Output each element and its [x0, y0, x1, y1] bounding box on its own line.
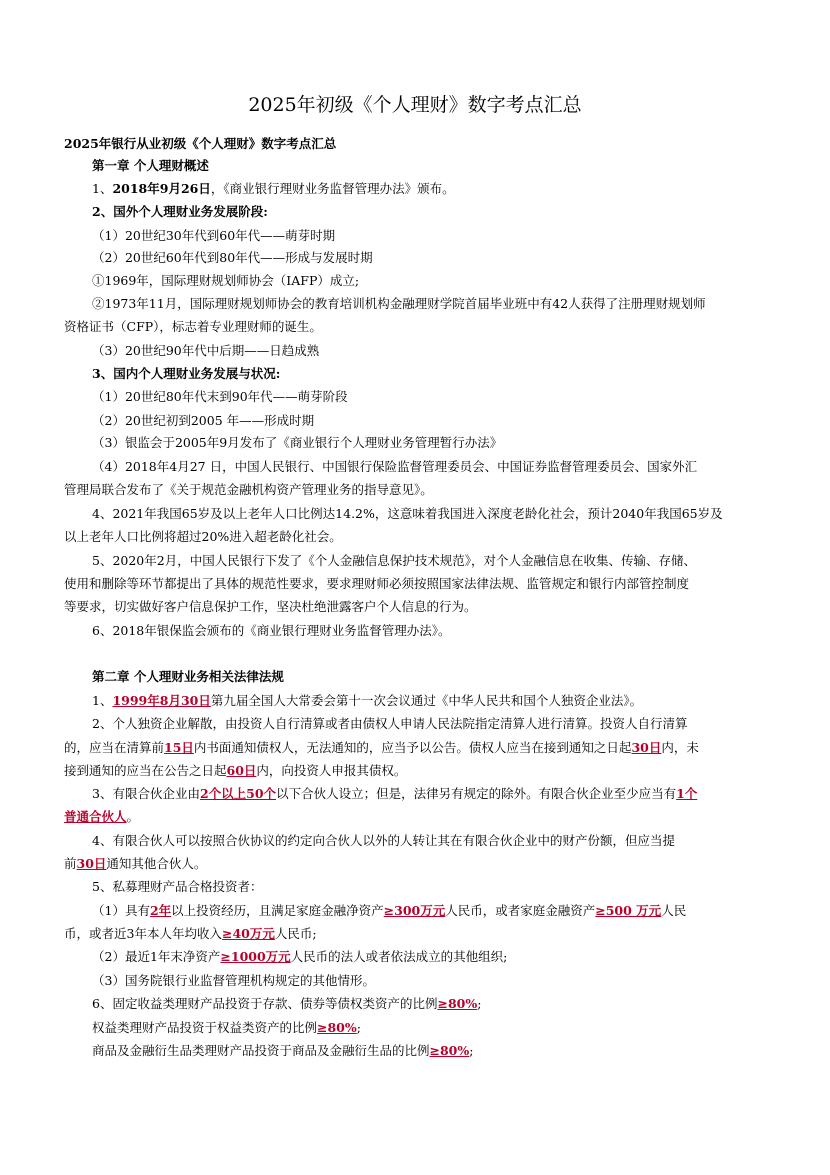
text-line [92, 715, 687, 733]
text-line [64, 739, 699, 757]
text-segment: ; [356, 1020, 361, 1035]
text-segment: 以上投资经历，且满足家庭金融净资产 [171, 903, 384, 918]
text-segment: 3、有限合伙企业由 [92, 786, 200, 801]
text-segment: 通知其他合伙人。 [106, 856, 207, 871]
text-segment: （1）具有 [92, 903, 150, 918]
highlighted-figure: 2个以上50个 [199, 786, 277, 801]
text-line [64, 808, 139, 826]
text-line [92, 878, 262, 896]
text-segment: 币，或者近3年本人年均收入 [64, 926, 222, 941]
text-segment: 5、2020年2月，中国人民银行下发了《个人金融信息保护技术规范》，对个人金融信息在收集、传输、存储、 [92, 553, 696, 568]
text-segment: （1）20世纪30年代到60年代——萌芽时期 [92, 228, 336, 243]
text-line [64, 925, 317, 943]
text-line [64, 318, 322, 336]
text-segment: 1、 [92, 181, 113, 196]
text-segment: 资格证书（CFP），标志着专业理财师的诞生。 [64, 319, 322, 334]
document-title: 2025年初级《个人理财》数字考点汇总 [248, 94, 582, 116]
text-line [64, 481, 433, 499]
text-segment: 接到通知的应当在公告之日起 [64, 763, 227, 778]
text-segment: 商品及金融衍生品类理财产品投资于商品及金融衍生品的比例 [92, 1043, 430, 1058]
text-segment: 前 [64, 856, 77, 871]
text-line [92, 412, 314, 430]
text-line [64, 762, 406, 780]
text-line [92, 157, 209, 175]
text-segment: 使用和删除等环节都提出了具体的规范性要求，要求理财师必须按照国家法律法规、监管规定和银行内部管控制度 [64, 576, 690, 591]
text-segment: （3）国务院银行业监督管理机构规定的其他情形。 [92, 973, 375, 988]
highlighted-figure: 60日 [226, 763, 257, 778]
text-line [92, 948, 507, 966]
text-line [92, 552, 696, 570]
text-line [92, 249, 373, 267]
text-line [92, 995, 481, 1013]
text-segment: 以下合伙人设立；但是，法律另有规定的除外。有限合伙企业至少应当有 [276, 786, 677, 801]
text-segment: （4）2018年4月27 日，中国人民银行、中国银行保险监督管理委员会、中国证券监督管理委员会、国家外汇 [92, 459, 698, 474]
text-segment: 人民币，或者家庭金融资产 [445, 903, 596, 918]
text-line [92, 388, 348, 406]
highlighted-figure: ≥80% [437, 996, 478, 1011]
text-line [64, 528, 342, 546]
text-line [92, 668, 284, 686]
highlighted-figure: ≥1000万元 [220, 949, 291, 964]
text-segment: 人民 [661, 903, 687, 918]
text-segment: 6、2018年银保监会颁布的《商业银行理财业务监督管理办法》。 [92, 623, 451, 638]
text-segment: 4、有限合伙人可以按照合伙协议的约定向合伙人以外的人转让其在有限合伙企业中的财产份额，但应当提 [92, 833, 675, 848]
text-line [92, 458, 697, 476]
highlighted-figure: ≥80% [317, 1020, 357, 1035]
text-segment: ; [469, 1043, 474, 1058]
text-line [64, 135, 336, 153]
highlighted-figure: 2年 [149, 903, 172, 918]
text-segment: 6、固定收益类理财产品投资于存款、债券等债权类资产的比例 [92, 996, 438, 1011]
text-segment: （3）20世纪90年代中后期——日趋成熟 [92, 343, 320, 358]
text-line [92, 295, 706, 313]
text-segment: 2018年9月26日 [112, 181, 211, 196]
text-line [92, 692, 642, 710]
text-segment: ，《商业银行理财业务监督管理办法》颁布。 [210, 181, 455, 196]
text-line [64, 598, 477, 616]
text-segment: 内，向投资人申报其债权。 [256, 763, 407, 778]
text-segment: （2）最近1年末净资产 [92, 949, 221, 964]
text-segment: 内，未 [661, 740, 699, 755]
highlighted-figure: ≥40万元 [221, 926, 275, 941]
text-line [92, 342, 319, 360]
highlighted-figure: 30日 [76, 856, 107, 871]
text-segment: 第一章 个人理财概述 [92, 158, 209, 173]
text-segment: ; [477, 996, 482, 1011]
highlighted-figure: 15日 [164, 740, 194, 755]
text-line [92, 505, 723, 523]
text-line [92, 785, 697, 803]
text-line [64, 855, 206, 873]
text-segment: 2、国外个人理财业务发展阶段: [92, 204, 268, 219]
text-segment: 以上老年人口比例将超过20%进入超老龄化社会。 [64, 529, 342, 544]
text-line [92, 365, 280, 383]
text-line [64, 575, 689, 593]
highlighted-figure: 30日 [631, 740, 662, 755]
text-segment: 等要求，切实做好客户信息保护工作，坚决杜绝泄露客户个人信息的行为。 [64, 599, 477, 614]
text-segment: 第二章 个人理财业务相关法律法规 [92, 669, 284, 684]
text-segment: 内书面通知债权人，无法通知的，应当予以公告。债权人应当在接到通知之日起 [193, 740, 632, 755]
text-line [92, 1019, 361, 1037]
text-segment: 5、私募理财产品合格投资者： [92, 879, 263, 894]
text-segment: （2）20世纪初到2005 年——形成时期 [92, 413, 315, 428]
text-segment: ②1973年11月，国际理财规划师协会的教育培训机构金融理财学院首届毕业班中有42人获得了注册理财规划师 [92, 296, 706, 311]
text-segment: 人民币; [274, 926, 317, 941]
text-segment: 管理局联合发布了《关于规范金融机构资产管理业务的指导意见》。 [64, 482, 433, 497]
text-segment: （1）20世纪80年代末到90年代——萌芽阶段 [92, 389, 348, 404]
text-line [92, 972, 375, 990]
text-segment: 人民币的法人或者依法成立的其他组织; [290, 949, 508, 964]
text-line [92, 203, 268, 221]
highlighted-figure: ≥80% [429, 1043, 470, 1058]
text-segment: （2）20世纪60年代到80年代——形成与发展时期 [92, 250, 373, 265]
text-line [92, 434, 502, 452]
text-line [92, 1042, 473, 1060]
highlighted-figure: ≥500 万元 [595, 903, 662, 918]
text-segment: 4、2021年我国65岁及以上老年人口比例达14.2%，这意味着我国进入深度老龄化社会，预计2040年我国65岁及 [92, 506, 723, 521]
highlighted-figure: 普通合伙人 [64, 809, 127, 824]
text-segment: 3、国内个人理财业务发展与状况: [92, 366, 281, 381]
text-line [92, 902, 686, 920]
text-line [92, 272, 359, 290]
highlighted-figure: ≥300万元 [383, 903, 446, 918]
text-segment: 1、 [92, 693, 113, 708]
text-segment: 2、个人独资企业解散，由投资人自行清算或者由债权人申请人民法院指定清算人进行清算。投资人自行清算 [92, 716, 688, 731]
text-line [92, 832, 675, 850]
text-segment: （3）银监会于2005年9月发布了《商业银行个人理财业务管理暂行办法》 [92, 435, 503, 450]
highlighted-figure: 1999年8月30日 [112, 693, 211, 708]
text-line [92, 622, 451, 640]
text-segment: 权益类理财产品投资于权益类资产的比例 [92, 1020, 318, 1035]
text-segment: 的，应当在清算前 [64, 740, 165, 755]
highlighted-figure: 1个 [676, 786, 698, 801]
text-segment: ①1969年，国际理财规划师协会（IAFP）成立; [92, 273, 360, 288]
text-segment: 2025年银行从业初级《个人理财》数字考点汇总 [64, 136, 337, 151]
text-line [92, 227, 335, 245]
text-segment: 第九届全国人大常委会第十一次会议通过《中华人民共和国个人独资企业法》。 [210, 693, 643, 708]
text-segment: 。 [126, 809, 140, 824]
text-line [92, 180, 455, 198]
